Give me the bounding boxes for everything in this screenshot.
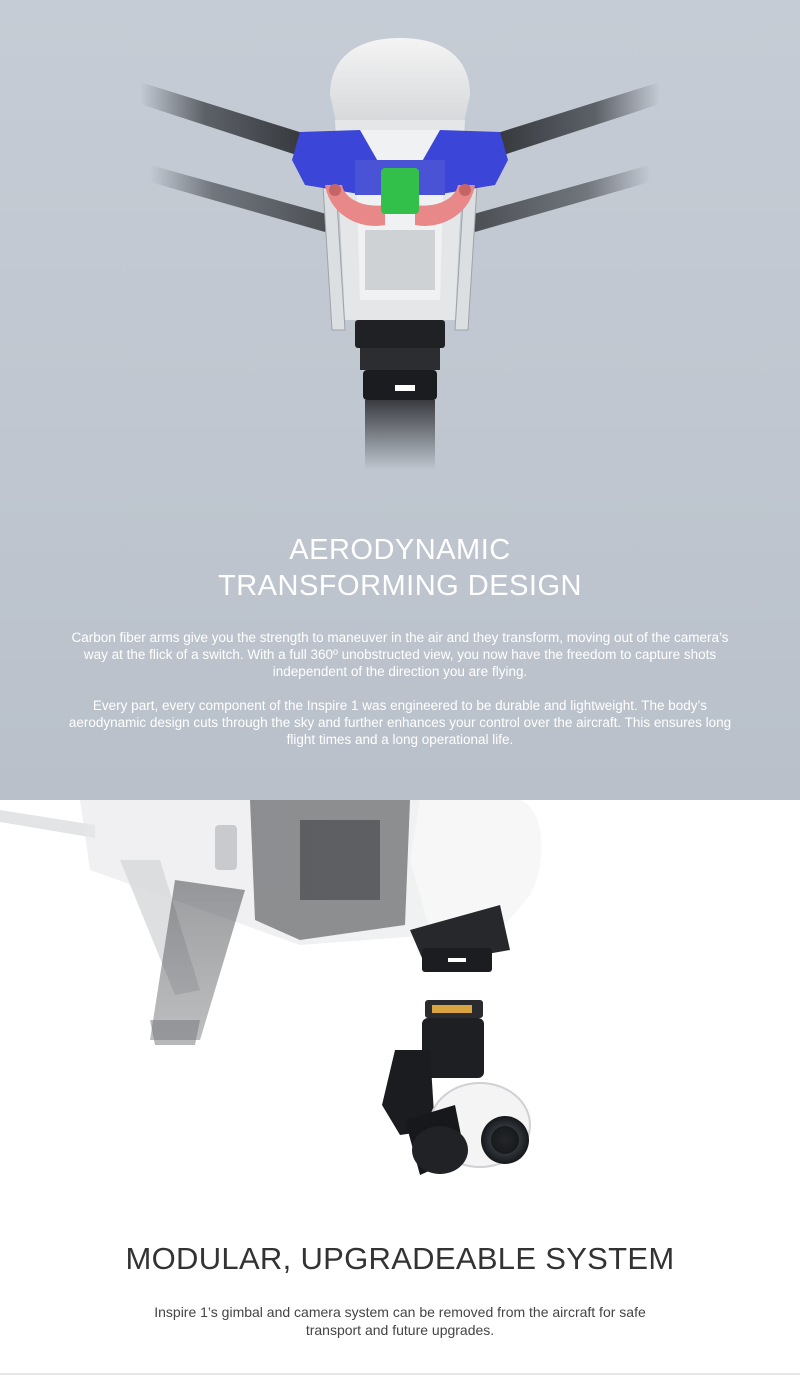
gimbal-camera-detach-image (0, 800, 800, 1200)
modular-section (0, 800, 800, 1376)
bottom-divider (0, 1373, 800, 1375)
drone-transforming-arms-image (0, 0, 800, 520)
modular-heading: MODULAR, UPGRADEABLE SYSTEM (125, 1241, 675, 1276)
aerodynamic-paragraph-2: Every part, every component of the Inspire 1 was engineered to be durable and lightweight. The body’s aerodynamic design cuts through the sky and further enhances your control over the aircraft. This ensures long flight times and a long operational life. (68, 698, 732, 747)
aerodynamic-heading-line2: TRANSFORMING DESIGN (218, 570, 582, 602)
aerodynamic-heading (0, 532, 800, 604)
aerodynamic-heading-line1: AERODYNAMIC (289, 534, 511, 566)
modular-paragraph: Inspire 1’s gimbal and camera system can be removed from the aircraft for safe transport and future upgrades. (154, 1304, 646, 1338)
aerodynamic-paragraph-1: Carbon fiber arms give you the strength to maneuver in the air and they transform, moving out of the camera’s way at the flick of a switch. With a full 360º unobstructed view, you now have the freedom to capture shots independent of the direction you are flying. (71, 630, 729, 679)
